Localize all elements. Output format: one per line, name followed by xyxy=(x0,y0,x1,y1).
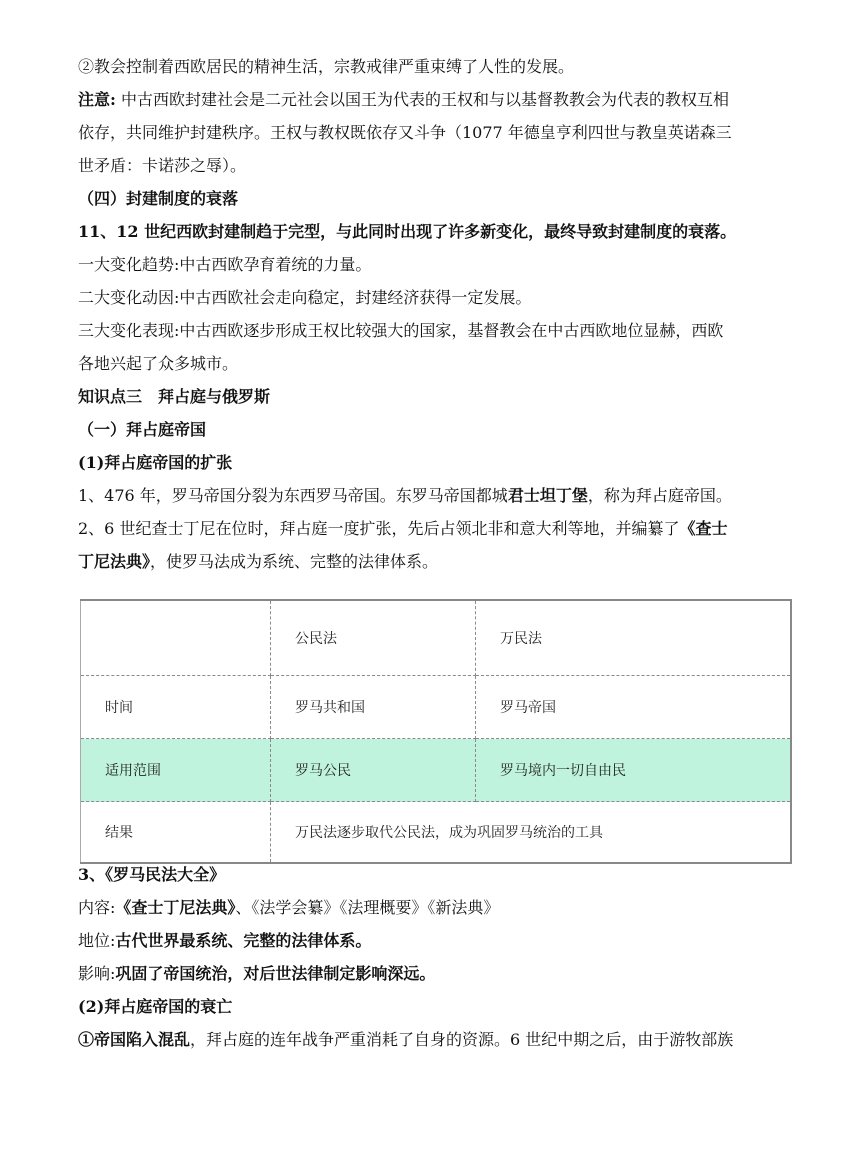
text-line xyxy=(78,83,798,116)
text-segment: 一大变化趋势:中古西欧孕育着统的力量。 xyxy=(78,255,372,274)
text-segment: ，使罗马法成为系统、完整的法律体系。 xyxy=(150,552,439,571)
document-text-bottom xyxy=(78,858,798,1056)
text-segment: 内容: xyxy=(78,898,116,917)
text-line xyxy=(78,858,798,891)
text-line xyxy=(78,446,798,479)
text-segment: 注意: xyxy=(78,90,116,109)
text-line xyxy=(78,347,798,380)
roman-law-table xyxy=(80,599,792,860)
text-line xyxy=(78,215,798,248)
table-cell: 公民法 xyxy=(271,600,476,676)
table-cell: 罗马境内一切自由民 xyxy=(476,739,792,802)
text-segment: 《查士丁尼法典》 xyxy=(115,898,236,917)
text-line xyxy=(78,1023,798,1056)
text-segment: 1、476 年，罗马帝国分裂为东西罗马帝国。东罗马帝国都城 xyxy=(78,486,508,505)
text-line xyxy=(78,50,798,83)
table-cell: 罗马公民 xyxy=(271,739,476,802)
text-segment: 古代世界最系统、完整的法律体系。 xyxy=(115,931,372,950)
text-line xyxy=(78,248,798,281)
table-cell: 万民法 xyxy=(476,600,792,676)
text-segment: （四）封建制度的衰落 xyxy=(78,189,239,208)
text-line xyxy=(78,149,798,182)
text-segment: 各地兴起了众多城市。 xyxy=(78,354,239,373)
table-cell: 时间 xyxy=(81,676,271,739)
table-cell: 结果 xyxy=(81,802,271,864)
text-segment: 地位: xyxy=(78,931,116,950)
table-row xyxy=(81,676,792,739)
table-cell: 罗马帝国 xyxy=(476,676,792,739)
text-segment: (2)拜占庭帝国的衰亡 xyxy=(78,997,233,1016)
text-segment: 巩固了帝国统治，对后世法律制定影响深远。 xyxy=(115,964,436,983)
document-text-top xyxy=(78,50,798,578)
table-row xyxy=(81,802,792,864)
table-header-row xyxy=(81,600,792,676)
text-line xyxy=(78,545,798,578)
text-segment: ②教会控制着西欧居民的精神生活，宗教戒律严重束缚了人性的发展。 xyxy=(78,57,575,76)
text-segment: ，称为拜占庭帝国。 xyxy=(587,486,732,505)
text-line xyxy=(78,990,798,1023)
table-cell: 罗马共和国 xyxy=(271,676,476,739)
text-segment: 影响: xyxy=(78,964,116,983)
text-segment: 世矛盾：卡诺莎之辱）。 xyxy=(78,156,247,175)
table-cell: 适用范围 xyxy=(81,739,271,802)
text-segment: 《查士 xyxy=(679,519,728,538)
table-cell xyxy=(81,600,271,676)
text-line xyxy=(78,314,798,347)
text-segment: ①帝国陷入混乱 xyxy=(78,1030,191,1049)
text-segment: （一）拜占庭帝国 xyxy=(78,420,207,439)
text-line xyxy=(78,182,798,215)
text-segment: 中古西欧封建社会是二元社会以国王为代表的王权和与以基督教教会为代表的教权互相 xyxy=(115,90,730,109)
text-line xyxy=(78,891,798,924)
text-segment: 、《法学会纂》《法理概要》《新法典》 xyxy=(235,898,500,917)
text-line xyxy=(78,281,798,314)
text-segment: 2、6 世纪查士丁尼在位时，拜占庭一度扩张，先后占领北非和意大利等地，并编纂了 xyxy=(78,519,680,538)
table-row-highlighted xyxy=(81,739,792,802)
text-line xyxy=(78,957,798,990)
table-cell: 万民法逐步取代公民法，成为巩固罗马统治的工具 xyxy=(271,802,792,864)
text-line xyxy=(78,924,798,957)
text-line xyxy=(78,413,798,446)
text-segment: 依存，共同维护封建秩序。王权与教权既依存又斗争（1077 年德皇亨利四世与教皇英诺森三 xyxy=(78,123,732,142)
text-segment: 君士坦丁堡 xyxy=(507,486,588,505)
text-segment: ，拜占庭的连年战争严重消耗了自身的资源。6 世纪中期之后，由于游牧部族 xyxy=(190,1030,734,1049)
text-segment: (1)拜占庭帝国的扩张 xyxy=(78,453,233,472)
text-line xyxy=(78,116,798,149)
text-segment: 知识点三 拜占庭与俄罗斯 xyxy=(78,387,271,406)
text-segment: 11、12 世纪西欧封建制趋于完型，与此同时出现了许多新变化，最终导致封建制度的衰落。 xyxy=(78,222,737,241)
text-line xyxy=(78,479,798,512)
text-line xyxy=(78,512,798,545)
text-segment: 3、《罗马民法大全》 xyxy=(78,865,226,884)
text-segment: 丁尼法典》 xyxy=(78,552,151,571)
text-line xyxy=(78,380,798,413)
text-segment: 二大变化动因:中古西欧社会走向稳定，封建经济获得一定发展。 xyxy=(78,288,532,307)
text-segment: 三大变化表现:中古西欧逐步形成王权比较强大的国家，基督教会在中古西欧地位显赫，西欧 xyxy=(78,321,724,340)
